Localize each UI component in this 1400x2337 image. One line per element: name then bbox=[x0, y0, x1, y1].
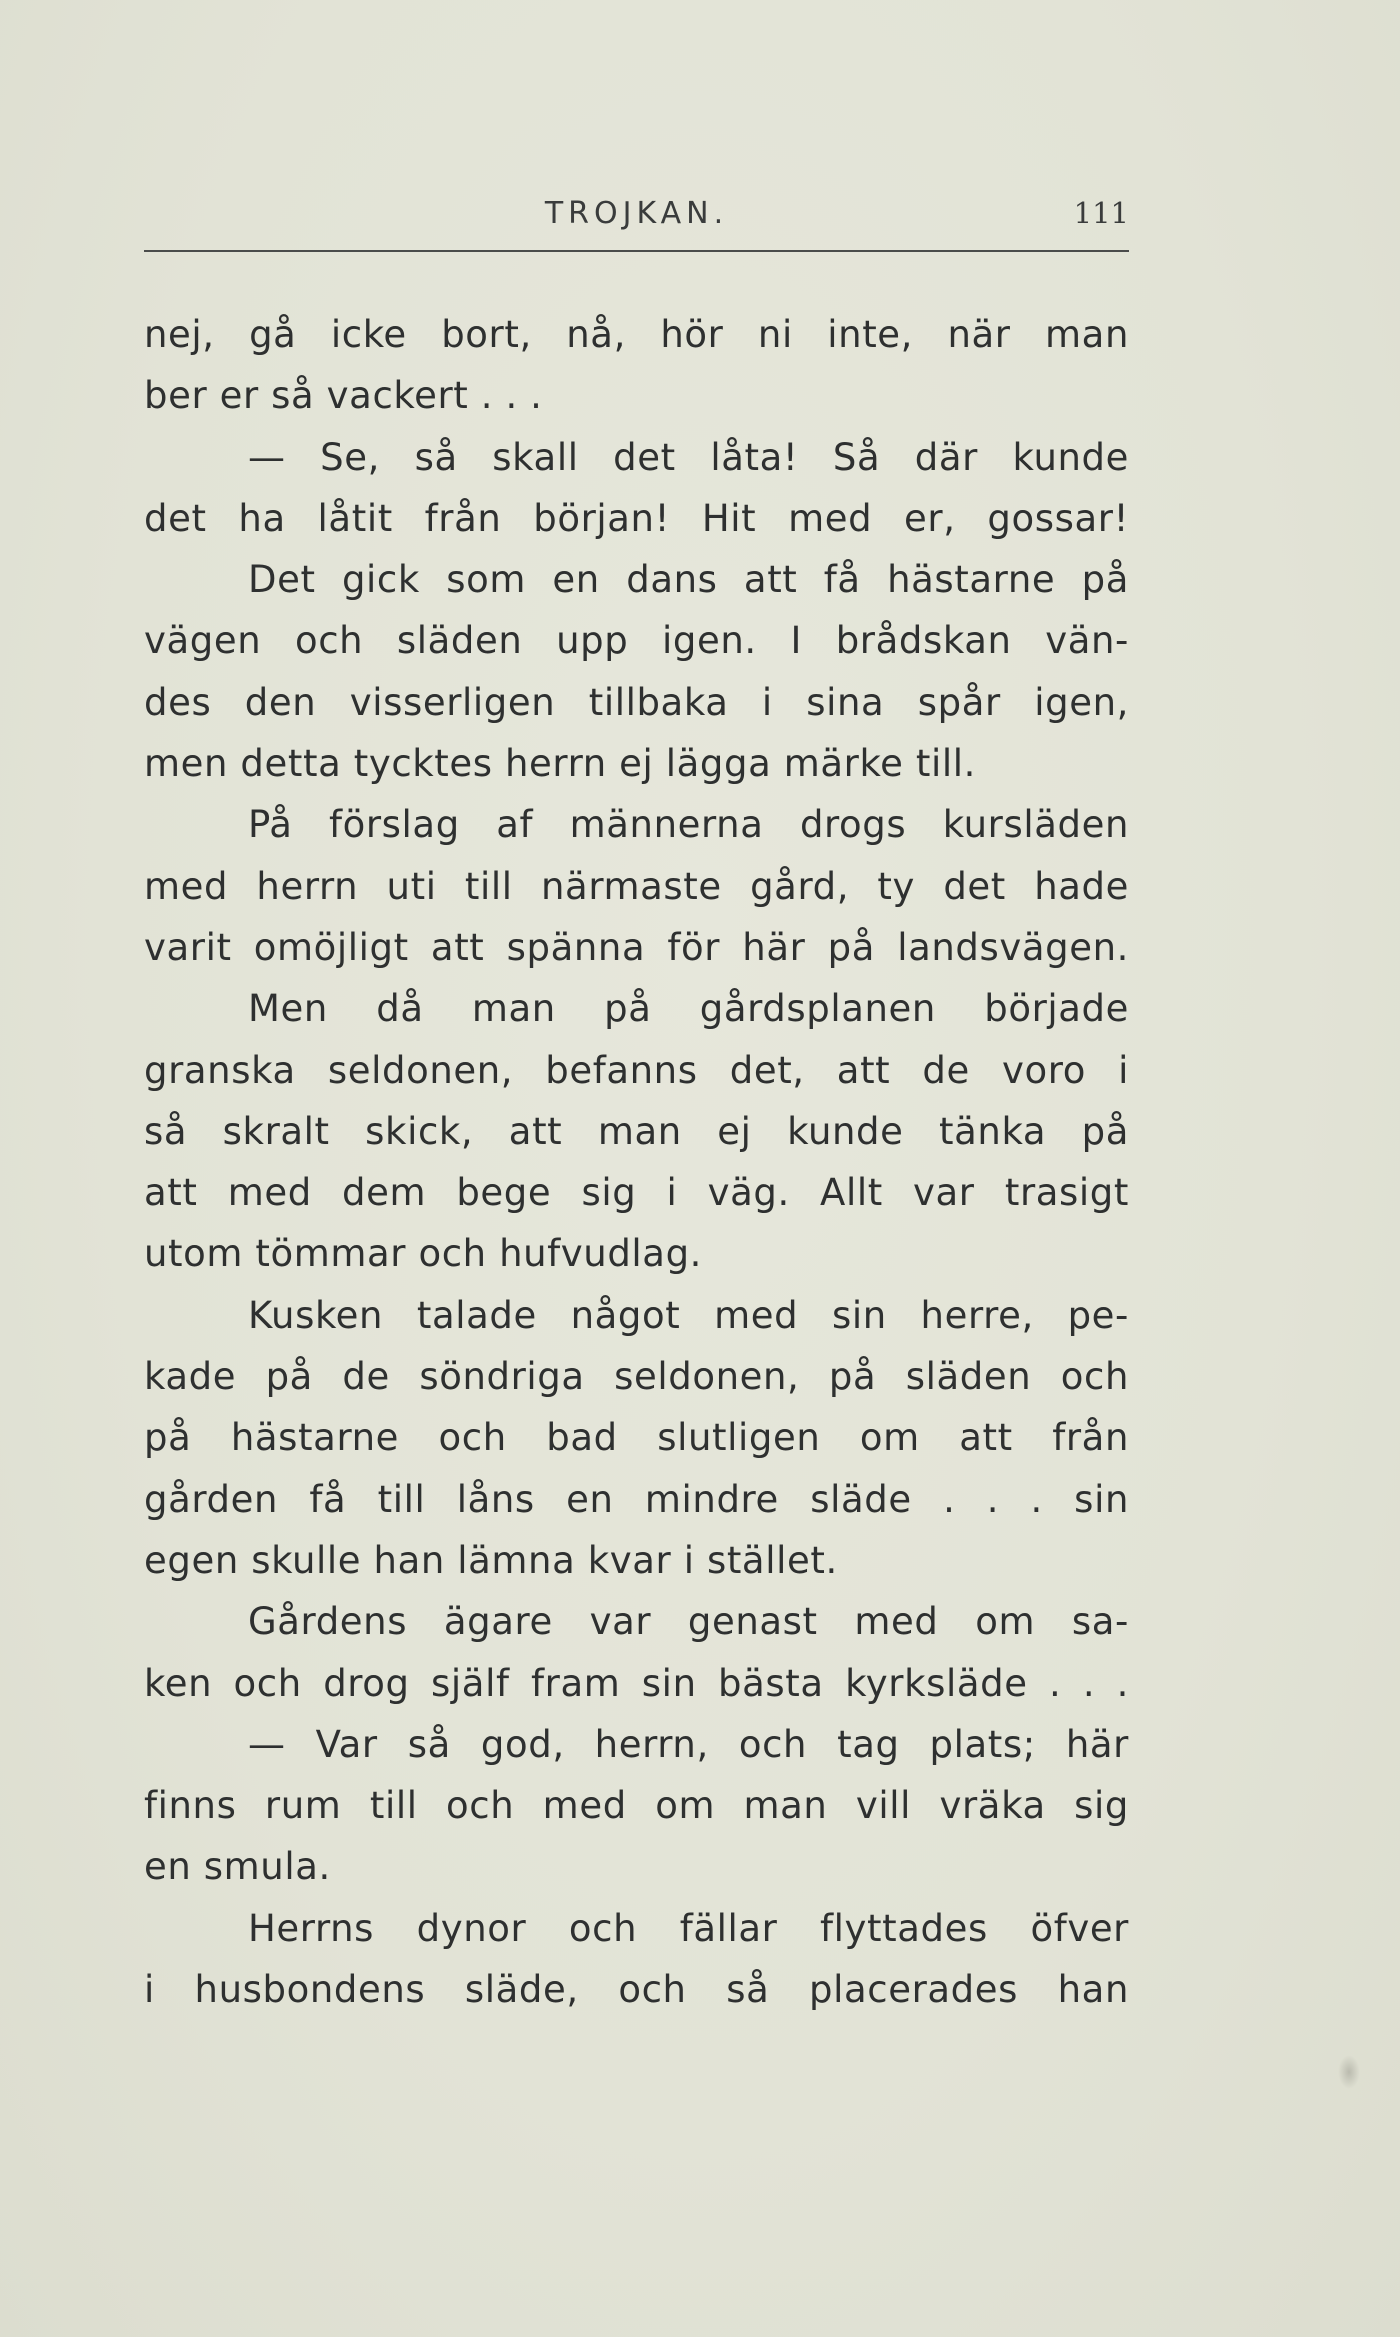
text-line: — Var så god, herrn, och tag plats; här bbox=[248, 1722, 1129, 1766]
text-line: Det gick som en dans att få hästarne på bbox=[248, 558, 1129, 602]
text-line: nej, gå icke bort, nå, hör ni inte, när man bbox=[144, 313, 1129, 356]
text-line: det ha låtit från början! Hit med er, gossar! bbox=[144, 496, 1129, 540]
text-line: ken och drog själf fram sin bästa kyrksläde . . . bbox=[144, 1661, 1129, 1705]
text-line: granska seldonen, befanns det, att de voro i bbox=[144, 1048, 1129, 1092]
body-text bbox=[144, 304, 1129, 2020]
text-line: Gårdens ägare var genast med om sa- bbox=[248, 1600, 1129, 1644]
text-line: så skralt skick, att man ej kunde tänka på bbox=[144, 1109, 1129, 1153]
text-line: på hästarne och bad slutligen om att från bbox=[144, 1416, 1129, 1460]
text-line: På förslag af männerna drogs kursläden bbox=[248, 803, 1129, 847]
page-smudge bbox=[1338, 2055, 1360, 2089]
text-line: kade på de söndriga seldonen, på släden och bbox=[144, 1355, 1129, 1399]
text-line: varit omöjligt att spänna för här på landsvägen. bbox=[144, 925, 1129, 969]
text-line: ber er så vackert . . . bbox=[144, 374, 543, 418]
running-head bbox=[144, 196, 1129, 240]
page-number: 111 bbox=[1073, 196, 1129, 230]
text-line: des den visserligen tillbaka i sina spår igen, bbox=[144, 680, 1129, 724]
text-line: men detta tycktes herrn ej lägga märke till. bbox=[144, 742, 976, 786]
text-line: egen skulle han lämna kvar i stället. bbox=[144, 1538, 838, 1582]
text-line: Men då man på gårdsplanen började bbox=[248, 987, 1129, 1031]
text-line: gården få till låns en mindre släde . . . sin bbox=[144, 1477, 1129, 1521]
header-rule bbox=[144, 250, 1129, 252]
text-line: — Se, så skall det låta! Så där kunde bbox=[248, 435, 1129, 479]
text-line: vägen och släden upp igen. I brådskan vän- bbox=[144, 619, 1129, 663]
text-line: med herrn uti till närmaste gård, ty det hade bbox=[144, 864, 1129, 908]
text-line: i husbondens släde, och så placerades han bbox=[144, 1968, 1129, 2012]
text-line: Kusken talade något med sin herre, pe- bbox=[248, 1293, 1129, 1337]
text-line: att med dem bege sig i väg. Allt var trasigt bbox=[144, 1171, 1129, 1215]
text-line: en smula. bbox=[144, 1845, 331, 1889]
text-line: finns rum till och med om man vill vräka sig bbox=[144, 1784, 1129, 1828]
text-line: utom tömmar och hufvudlag. bbox=[144, 1232, 703, 1276]
text-line: Herrns dynor och fällar flyttades öfver bbox=[248, 1906, 1129, 1950]
chapter-title: TROJKAN. bbox=[544, 196, 729, 231]
